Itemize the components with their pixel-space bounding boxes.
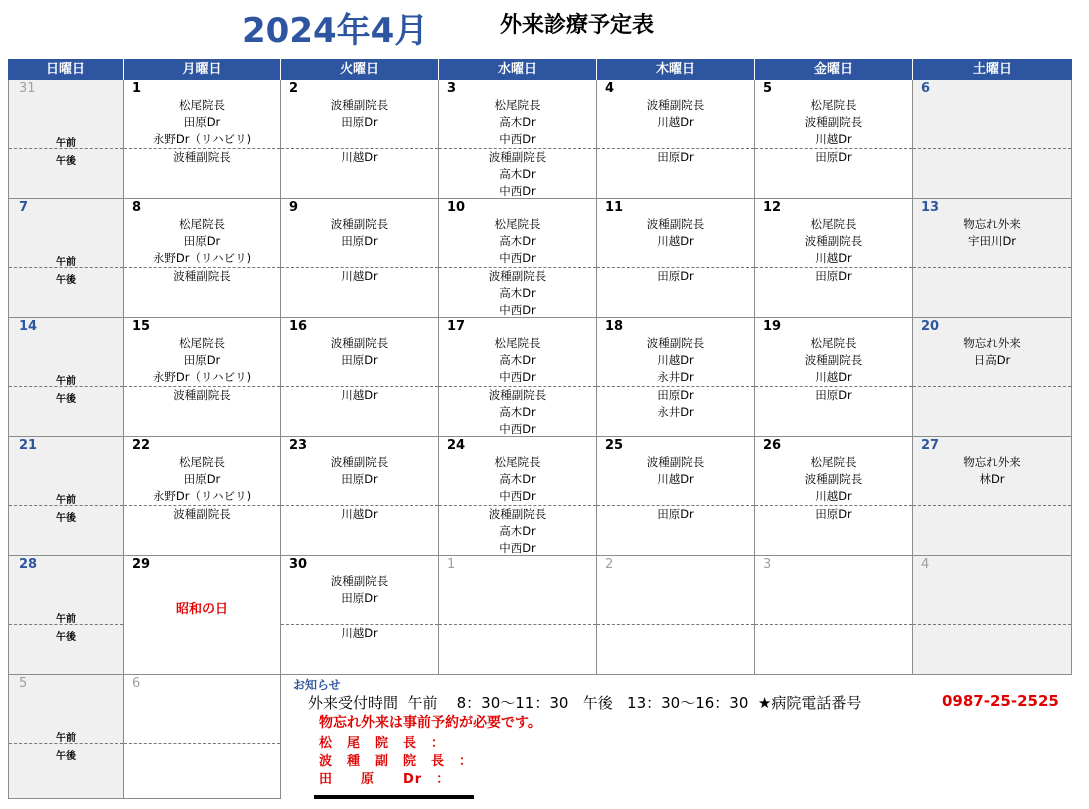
doctor-entry: 田原Dr <box>341 591 378 605</box>
pm-doctor-list <box>281 625 438 642</box>
am-doctor-list <box>597 454 754 488</box>
day-number: 16 <box>289 319 308 334</box>
day-cell <box>8 437 124 556</box>
day-number: 2 <box>605 557 614 572</box>
am-label: 午前 <box>56 495 76 506</box>
doctor-entry: 中西Dr <box>499 132 536 146</box>
day-number: 30 <box>289 557 308 572</box>
day-number: 1 <box>447 557 456 572</box>
doctor-entry: 田原Dr <box>657 388 694 402</box>
doctor-entry: 永井Dr <box>657 405 694 419</box>
am-label: 午前 <box>56 733 76 744</box>
am-pm-divider <box>913 267 1071 268</box>
day-number: 25 <box>605 438 624 453</box>
doctor-entry: 川越Dr <box>341 388 378 402</box>
day-number: 15 <box>132 319 151 334</box>
doctor-entry: 中西Dr <box>499 370 536 384</box>
pm-doctor-list <box>597 149 754 166</box>
doctor-entry: 松尾院長 <box>810 455 857 469</box>
doctor-entry: 高木Dr <box>499 167 536 181</box>
am-pm-divider <box>9 148 123 149</box>
doctor-entry: 波種副院長 <box>646 98 705 112</box>
am-pm-divider <box>9 505 123 506</box>
weekday-header: 木曜日 <box>597 59 755 80</box>
hospital-phone-number: 0987-25-2525 <box>942 692 1059 710</box>
doctor-entry: 松尾院長 <box>810 336 857 350</box>
am-doctor-list <box>439 454 596 505</box>
weekday-header: 火曜日 <box>281 59 439 80</box>
day-cell <box>913 556 1072 675</box>
pm-label: 午後 <box>56 632 76 643</box>
doctor-entry: 永野Dr（リハビリ) <box>152 251 252 265</box>
pm-doctor-list <box>755 387 912 404</box>
doctor-entry: 松尾院長 <box>494 455 541 469</box>
day-cell <box>8 675 124 799</box>
day-number: 8 <box>132 200 142 215</box>
day-cell <box>755 199 913 318</box>
day-cell <box>281 437 439 556</box>
day-number: 28 <box>19 557 38 572</box>
day-cell <box>913 199 1072 318</box>
weekday-header: 水曜日 <box>439 59 597 80</box>
day-cell <box>124 675 281 799</box>
day-cell <box>597 437 755 556</box>
doctor-entry: 田原Dr <box>183 353 221 367</box>
pm-doctor-list <box>597 268 754 285</box>
am-label: 午前 <box>56 376 76 387</box>
doctor-entry: 田原Dr <box>341 472 378 486</box>
doctor-entry: 波種副院長 <box>488 150 547 164</box>
am-doctor-list <box>281 97 438 131</box>
weekday-header: 金曜日 <box>755 59 913 80</box>
doctor-entry: 川越Dr <box>657 115 694 129</box>
pm-doctor-list <box>281 149 438 166</box>
doctor-entry: 川越Dr <box>657 234 694 248</box>
doctor-entry: 松尾院長 <box>810 217 857 231</box>
am-pm-divider <box>9 267 123 268</box>
day-number: 24 <box>447 438 466 453</box>
doctor-entry: 波種副院長 <box>173 388 231 402</box>
day-cell <box>913 318 1072 437</box>
weekday-header: 日曜日 <box>8 59 124 80</box>
day-number: 9 <box>289 200 299 215</box>
am-doctor-list <box>755 454 912 505</box>
doctor-entry: 川越Dr <box>815 132 852 146</box>
doctor-entry: 松尾院長 <box>494 336 541 350</box>
am-doctor-list <box>281 335 438 369</box>
day-number: 6 <box>132 676 141 691</box>
doctor-entry: 波種副院長 <box>330 574 389 588</box>
doctor-entry: 田原Dr <box>815 388 852 402</box>
day-cell <box>597 80 755 199</box>
day-number: 1 <box>132 81 142 96</box>
day-number: 22 <box>132 438 151 453</box>
doctor-entry: 川越Dr <box>657 472 694 486</box>
am-doctor-list <box>913 335 1071 369</box>
doctor-entry: 松尾院長 <box>810 98 857 112</box>
day-cell <box>597 318 755 437</box>
day-cell <box>124 199 281 318</box>
doctor-entry: 田原Dr <box>657 507 694 521</box>
doctor-entry: 田原Dr <box>657 269 694 283</box>
day-number: 10 <box>447 200 466 215</box>
am-pm-divider <box>124 743 280 744</box>
doctor-entry: 物忘れ外来 <box>963 217 1021 231</box>
pm-doctor-list <box>439 506 596 557</box>
doctor-entry: 永井Dr <box>657 370 694 384</box>
doctor-entry: 高木Dr <box>499 115 536 129</box>
day-number: 7 <box>19 200 29 215</box>
am-label: 午前 <box>56 138 76 149</box>
schedule-row-director: 松 尾 院 長 ： <box>319 736 446 751</box>
notice-heading: お知らせ <box>293 678 341 692</box>
am-doctor-list <box>597 335 754 386</box>
doctor-entry: 松尾院長 <box>179 217 225 231</box>
day-cell <box>913 437 1072 556</box>
day-cell <box>281 199 439 318</box>
am-doctor-list <box>124 335 280 386</box>
am-pm-divider <box>439 624 596 625</box>
am-pm-divider <box>597 624 754 625</box>
day-cell <box>755 556 913 675</box>
day-number: 14 <box>19 319 38 334</box>
doctor-entry: 中西Dr <box>499 422 536 436</box>
pm-doctor-list <box>124 268 280 285</box>
pm-doctor-list <box>124 506 280 523</box>
doctor-entry: 波種副院長 <box>804 115 863 129</box>
day-number: 18 <box>605 319 624 334</box>
day-number: 2 <box>289 81 299 96</box>
doctor-entry: 宇田川Dr <box>967 234 1017 248</box>
pm-doctor-list <box>124 387 280 404</box>
calendar-month-title: 2024年4月 <box>242 11 429 51</box>
doctor-entry: 物忘れ外来 <box>963 336 1021 350</box>
am-doctor-list <box>913 216 1071 250</box>
memory-clinic-note: 物忘れ外来は事前予約が必要です。 <box>319 715 542 731</box>
doctor-entry: 波種副院長 <box>804 234 863 248</box>
am-doctor-list <box>124 216 280 267</box>
day-cell <box>124 437 281 556</box>
doctor-entry: 中西Dr <box>499 541 536 555</box>
day-cell <box>439 80 597 199</box>
am-doctor-list <box>439 335 596 386</box>
day-number: 6 <box>921 81 931 96</box>
doctor-entry: 高木Dr <box>499 353 536 367</box>
day-cell <box>439 556 597 675</box>
doctor-entry: 波種副院長 <box>173 269 231 283</box>
am-pm-divider <box>9 624 123 625</box>
reception-hours: 外来受付時間 午前 8：30～11：30 午後 13：30～16：30 ★病院電話番号 <box>308 694 862 712</box>
am-pm-divider <box>9 743 123 744</box>
pm-doctor-list <box>281 506 438 523</box>
doctor-entry: 中西Dr <box>499 489 536 503</box>
doctor-entry: 波種副院長 <box>804 353 863 367</box>
doctor-entry: 波種副院長 <box>488 507 547 521</box>
day-number: 29 <box>132 557 151 572</box>
day-cell <box>124 318 281 437</box>
pm-doctor-list <box>281 387 438 404</box>
weekday-header: 土曜日 <box>913 59 1072 80</box>
pm-doctor-list <box>439 149 596 200</box>
day-cell <box>8 318 124 437</box>
doctor-entry: 川越Dr <box>815 251 852 265</box>
doctor-entry: 田原Dr <box>341 234 378 248</box>
doctor-entry: 日高Dr <box>973 353 1011 367</box>
day-number: 3 <box>763 557 772 572</box>
am-pm-divider <box>913 624 1071 625</box>
doctor-entry: 田原Dr <box>815 507 852 521</box>
am-doctor-list <box>124 454 280 505</box>
am-doctor-list <box>913 454 1071 488</box>
am-pm-divider <box>755 624 912 625</box>
day-number: 5 <box>763 81 773 96</box>
doctor-entry: 波種副院長 <box>646 217 705 231</box>
doctor-entry: 波種副院長 <box>173 507 231 521</box>
doctor-entry: 川越Dr <box>341 269 378 283</box>
day-cell <box>755 80 913 199</box>
day-cell <box>439 199 597 318</box>
day-cell <box>281 80 439 199</box>
day-number: 4 <box>921 557 930 572</box>
day-number: 17 <box>447 319 466 334</box>
day-cell <box>597 556 755 675</box>
pm-doctor-list <box>281 268 438 285</box>
notice-underline-bar <box>314 795 474 799</box>
am-label: 午前 <box>56 257 76 268</box>
am-pm-divider <box>913 505 1071 506</box>
pm-label: 午後 <box>56 394 76 405</box>
doctor-entry: 物忘れ外来 <box>963 455 1021 469</box>
doctor-entry: 田原Dr <box>341 353 378 367</box>
doctor-entry: 田原Dr <box>183 472 221 486</box>
doctor-entry: 波種副院長 <box>330 98 389 112</box>
doctor-entry: 田原Dr <box>815 269 852 283</box>
doctor-entry: 田原Dr <box>657 150 694 164</box>
holiday-label: 昭和の日 <box>175 602 228 617</box>
day-number: 5 <box>19 676 28 691</box>
am-doctor-list <box>597 216 754 250</box>
pm-doctor-list <box>755 506 912 523</box>
day-number: 12 <box>763 200 782 215</box>
am-doctor-list <box>439 216 596 267</box>
doctor-entry: 波種副院長 <box>804 472 863 486</box>
doctor-entry: 松尾院長 <box>179 455 225 469</box>
am-doctor-list <box>755 216 912 267</box>
day-number: 23 <box>289 438 308 453</box>
am-label: 午前 <box>56 614 76 625</box>
pm-doctor-list <box>597 387 754 421</box>
doctor-entry: 波種副院長 <box>173 150 231 164</box>
doctor-entry: 田原Dr <box>183 115 221 129</box>
day-number: 4 <box>605 81 615 96</box>
doctor-entry: 中西Dr <box>499 251 536 265</box>
day-cell <box>439 437 597 556</box>
doctor-entry: 高木Dr <box>499 234 536 248</box>
doctor-entry: 田原Dr <box>341 115 378 129</box>
doctor-entry: 松尾院長 <box>494 217 541 231</box>
doctor-entry: 中西Dr <box>499 184 536 198</box>
pm-doctor-list <box>597 506 754 523</box>
doctor-entry: 波種副院長 <box>330 336 389 350</box>
day-cell <box>124 80 281 199</box>
day-cell <box>8 556 124 675</box>
doctor-entry: 波種副院長 <box>646 455 705 469</box>
doctor-entry: 松尾院長 <box>494 98 541 112</box>
doctor-entry: 川越Dr <box>341 150 378 164</box>
doctor-entry: 田原Dr <box>815 150 852 164</box>
pm-label: 午後 <box>56 156 76 167</box>
doctor-entry: 川越Dr <box>341 507 378 521</box>
day-number: 3 <box>447 81 457 96</box>
pm-doctor-list <box>439 387 596 438</box>
am-doctor-list <box>439 97 596 148</box>
pm-doctor-list <box>124 149 280 166</box>
am-doctor-list <box>755 335 912 386</box>
am-pm-divider <box>913 386 1071 387</box>
day-number: 21 <box>19 438 38 453</box>
day-cell <box>8 199 124 318</box>
schedule-row-vice-director: 波 種 副 院 長 ： <box>319 754 474 769</box>
day-number: 26 <box>763 438 782 453</box>
am-doctor-list <box>281 454 438 488</box>
am-doctor-list <box>597 97 754 131</box>
day-number: 27 <box>921 438 940 453</box>
pm-doctor-list <box>439 268 596 319</box>
doctor-entry: 川越Dr <box>815 370 852 384</box>
doctor-entry: 波種副院長 <box>646 336 705 350</box>
day-cell <box>281 556 439 675</box>
day-cell <box>755 437 913 556</box>
day-cell <box>913 80 1072 199</box>
weekday-header: 月曜日 <box>124 59 281 80</box>
doctor-entry: 永野Dr（リハビリ) <box>152 370 252 384</box>
doctor-entry: 高木Dr <box>499 524 536 538</box>
doctor-entry: 波種副院長 <box>488 269 547 283</box>
doctor-entry: 波種副院長 <box>330 217 389 231</box>
day-number: 13 <box>921 200 940 215</box>
doctor-entry: 永野Dr（リハビリ) <box>152 132 252 146</box>
doctor-entry: 波種副院長 <box>330 455 389 469</box>
day-number: 19 <box>763 319 782 334</box>
doctor-entry: 林Dr <box>979 472 1005 486</box>
schedule-row-tahara: 田 原 Dr ： <box>319 772 451 787</box>
day-number: 11 <box>605 200 624 215</box>
am-pm-divider <box>913 148 1071 149</box>
doctor-entry: 川越Dr <box>341 626 378 640</box>
day-cell <box>124 556 281 675</box>
am-pm-divider <box>9 386 123 387</box>
doctor-entry: 松尾院長 <box>179 98 225 112</box>
day-number: 31 <box>19 81 36 96</box>
doctor-entry: 中西Dr <box>499 303 536 317</box>
pm-label: 午後 <box>56 751 76 762</box>
doctor-entry: 永野Dr（リハビリ) <box>152 489 252 503</box>
doctor-entry: 高木Dr <box>499 472 536 486</box>
day-number: 20 <box>921 319 940 334</box>
am-doctor-list <box>281 216 438 250</box>
am-doctor-list <box>755 97 912 148</box>
notice-panel <box>282 675 1072 799</box>
doctor-entry: 波種副院長 <box>488 388 547 402</box>
am-doctor-list <box>124 97 280 148</box>
pm-doctor-list <box>755 268 912 285</box>
day-cell <box>755 318 913 437</box>
day-cell <box>281 318 439 437</box>
pm-doctor-list <box>755 149 912 166</box>
pm-label: 午後 <box>56 513 76 524</box>
pm-label: 午後 <box>56 275 76 286</box>
doctor-entry: 田原Dr <box>183 234 221 248</box>
page-title: 外来診療予定表 <box>500 13 655 38</box>
doctor-entry: 松尾院長 <box>179 336 225 350</box>
doctor-entry: 川越Dr <box>815 489 852 503</box>
day-cell <box>597 199 755 318</box>
am-doctor-list <box>281 573 438 607</box>
doctor-entry: 高木Dr <box>499 405 536 419</box>
doctor-entry: 高木Dr <box>499 286 536 300</box>
doctor-entry: 川越Dr <box>657 353 694 367</box>
day-cell <box>439 318 597 437</box>
day-cell <box>8 80 124 199</box>
